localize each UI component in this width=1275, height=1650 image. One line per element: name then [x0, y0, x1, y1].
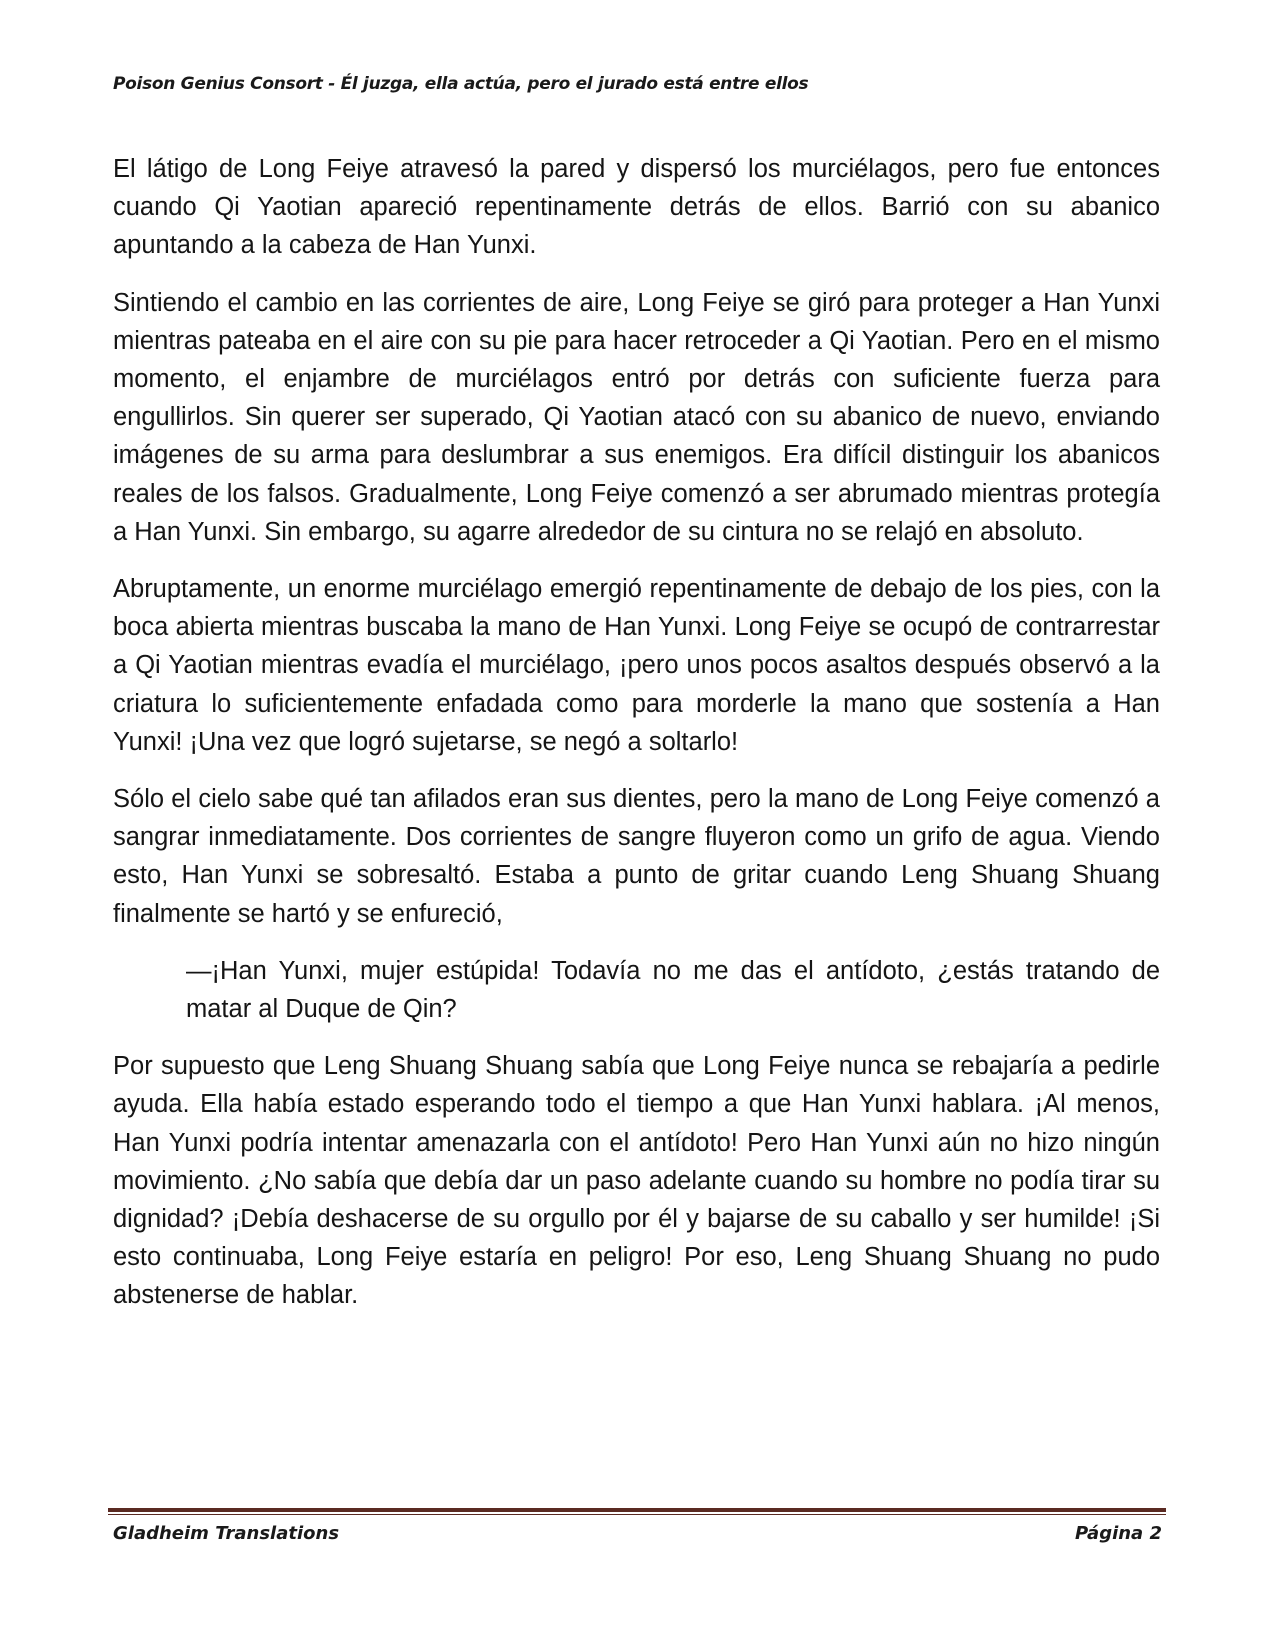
page-number: Página 2: [1075, 1523, 1162, 1544]
paragraph: Sólo el cielo sabe qué tan afilados eran sus dientes, pero la mano de Long Feiye comenzó a sangrar inmediatamente. Dos corrientes de sangre fluyeron como un grifo de agua. Viendo esto, Han Yunxi se sobresaltó. Estaba a punto de gritar cuando Leng Shuang Shuang finalmente se hartó y se enfureció,: [113, 785, 1160, 928]
running-header: Poison Genius Consort - Él juzga, ella actúa, pero el jurado está entre ellos: [113, 74, 809, 94]
paragraph: El látigo de Long Feiye atravesó la pared y dispersó los murciélagos, pero fue entonces cuando Qi Yaotian apareció repentinamente detrás de ellos. Barrió con su abanico apuntando a la cabeza de Han Yunxi.: [113, 155, 1160, 260]
footer-publisher: Gladheim Translations: [113, 1523, 340, 1544]
page-body: [113, 150, 1160, 1334]
footer-divider-thin: [108, 1514, 1166, 1515]
paragraph: Por supuesto que Leng Shuang Shuang sabía que Long Feiye nunca se rebajaría a pedirle ayuda. Ella había estado esperando todo el tiempo a que Han Yunxi hablara. ¡Al menos, Han Yunxi podría intentar amenazarla con el antídoto! Pero Han Yunxi aún no hizo ningún movimiento. ¿No sabía que debía dar un paso adelante cuando su hombre no podía tirar su dignidad? ¡Debía deshacerse de su orgullo por él y bajarse de su caballo y ser humilde! ¡Si esto continuaba, Long Feiye estaría en peligro! Por eso, Leng Shuang Shuang no pudo abstenerse de hablar.: [113, 1052, 1160, 1310]
footer-divider-thick: [108, 1508, 1166, 1512]
paragraph: Abruptamente, un enorme murciélago emergió repentinamente de debajo de los pies, con la boca abierta mientras buscaba la mano de Han Yunxi. Long Feiye se ocupó de contrarrestar a Qi Yaotian mientras evadía el murciélago, ¡pero unos pocos asaltos después observó a la criatura lo suficientemente enfadada como para morderle la mano que sostenía a Han Yunxi! ¡Una vez que logró sujetarse, se negó a soltarlo!: [113, 575, 1160, 756]
paragraph: Sintiendo el cambio en las corrientes de aire, Long Feiye se giró para proteger a Han Yunxi mientras pateaba en el aire con su pie para hacer retroceder a Qi Yaotian. Pero en el mismo momento, el enjambre de murciélagos entró por detrás con suficiente fuerza para engullirlos. Sin querer ser superado, Qi Yaotian atacó con su abanico de nuevo, enviando imágenes de su arma para deslumbrar a sus enemigos. Era difícil distinguir los abanicos reales de los falsos. Gradualmente, Long Feiye comenzó a ser abrumado mientras protegía a Han Yunxi. Sin embargo, su agarre alrededor de su cintura no se relajó en absoluto.: [113, 288, 1160, 546]
footer-divider: [108, 1508, 1166, 1516]
dialogue-quote: —¡Han Yunxi, mujer estúpida! Todavía no me das el antídoto, ¿estás tratando de matar al Duque de Qin?: [186, 956, 1160, 1024]
